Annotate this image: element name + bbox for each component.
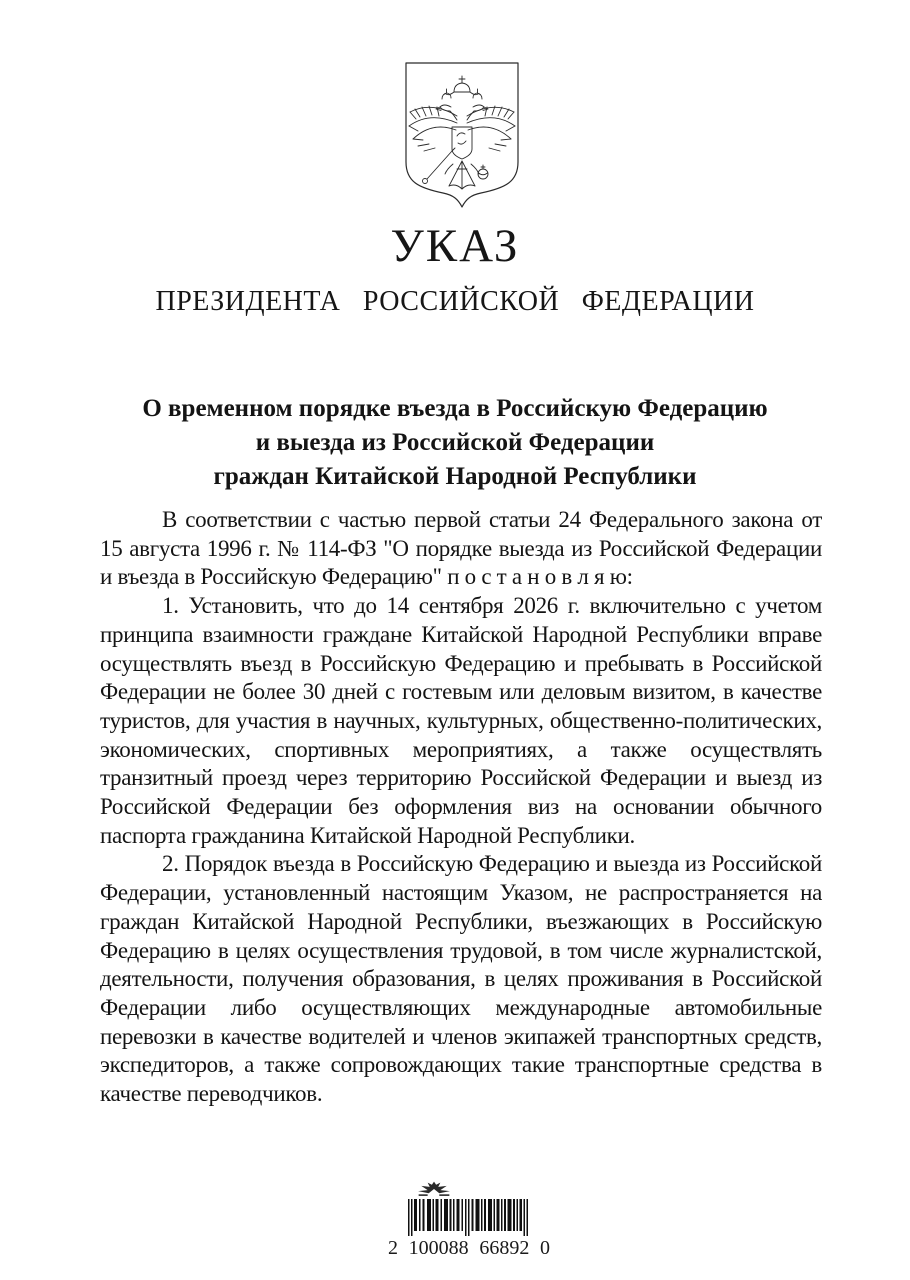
issuer-title: ПРЕЗИДЕНТА РОССИЙСКОЙ ФЕДЕРАЦИИ: [155, 286, 755, 317]
barcode-icon: [408, 1199, 530, 1236]
barcode-digits: [388, 1237, 550, 1259]
paragraph-item-2: 2. Порядок въезда в Российскую Федерацию и выезда из Российской Федерации, установленный настоящим Указом, не распространяется на граждан Китайской Народной Республики, въезжающих в Российскую Федерацию в целях осуществления трудовой, в том числе журналистской, деятельности, получения образования, в целях проживания в Российской Федерации либо осуществляющих международные автомобильные перевозки в качестве водителей и членов экипажей транспортных средств, экспедиторов, а также сопровождающих такие транспортные средства в качестве переводчиков.: [100, 851, 822, 1107]
mini-eagle-emblem-icon: [416, 1180, 452, 1197]
subject-line-1: О временном порядке въезда в Российскую Федерацию: [142, 395, 768, 422]
subject-line-2: и выезда из Российской Федерации: [255, 429, 655, 456]
decree-body: [100, 506, 822, 1109]
russian-coat-of-arms-icon: [401, 60, 523, 210]
paragraph-intro: В соответствии с частью первой статьи 24 Федерального закона от 15 августа 1996 г. № 114-ФЗ "О порядке выезда из Российской Федерации и въезда в Российскую Федерацию" п о с т а н о в л я ю:: [100, 507, 822, 590]
paragraph-item-1: 1. Установить, что до 14 сентября 2026 г. включительно с учетом принципа взаимности граждане Китайской Народной Республики вправе осуществлять въезд в Российскую Федерацию и пребывать в Российской Федерации не более 30 дней с гостевым или деловым визитом, в качестве туристов, для участия в научных, культурных, общественно-политических, экономических, спортивных мероприятиях, а также осуществлять транзитный проезд через территорию Российской Федерации и выезд из Российской Федерации без оформления виз на основании обычного паспорта гражданина Китайской Народной Республики.: [100, 593, 822, 848]
subject-heading: [94, 392, 816, 494]
barcode-digit-group: 66892: [479, 1237, 530, 1259]
barcode-digit-group: 2: [388, 1237, 398, 1259]
decree-title: УКАЗ: [390, 220, 520, 272]
subject-line-3: граждан Китайской Народной Республики: [213, 463, 697, 490]
barcode-digit-group: 0: [539, 1237, 550, 1259]
barcode-digit-group: 100088: [408, 1237, 469, 1259]
barcode-block: [388, 1180, 550, 1259]
